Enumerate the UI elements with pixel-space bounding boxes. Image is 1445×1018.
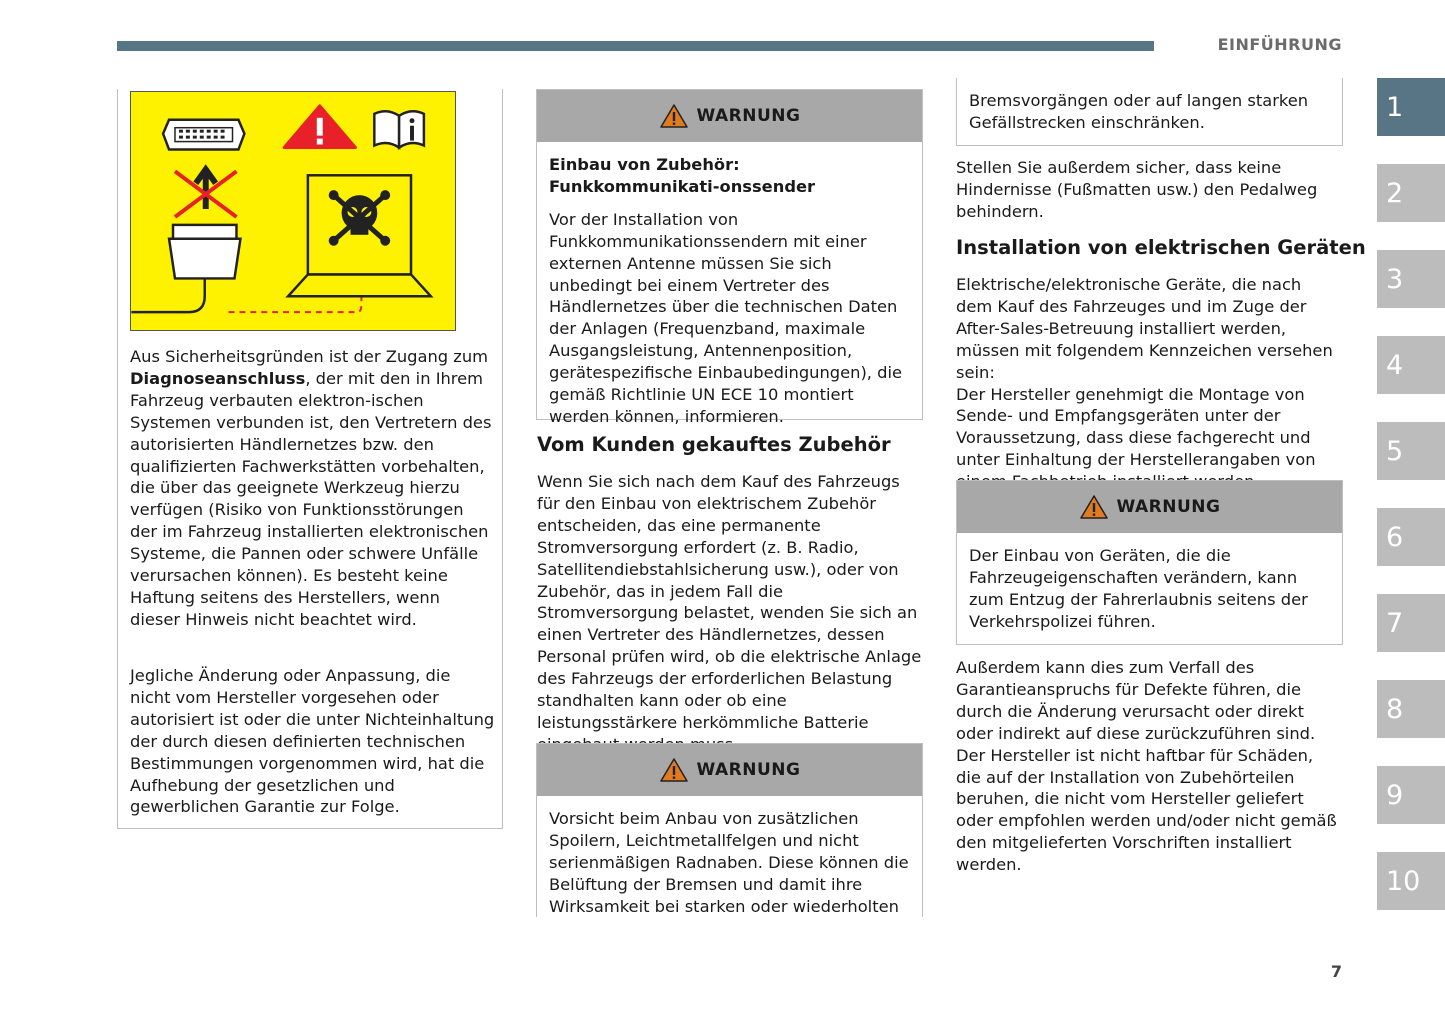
- heading-electrical-devices: Installation von elektrischen Geräten: [956, 236, 1366, 259]
- warranty-text: Außerdem kann dies zum Verfall des Garantieanspruchs für Defekte führen, die durch die Änderung verursacht oder direkt oder indirekt auf diese zurückzuführen sind. Der Hersteller ist nicht haftbar für Schäden, die auf der Installation von Zubehörteilen beruhen, die nicht vom Hersteller geliefert oder empfohlen werden und/oder nicht gemäß den mitgelieferten Vorschriften installiert werden.: [956, 658, 1337, 875]
- modification-paragraph: Jegliche Änderung oder Anpassung, die nicht vom Hersteller vorgesehen oder autorisiert ist oder die unter Nichteinhaltung der durch diesen definierten technischen Bestimmungen vorgenommen wird, hat die Aufhebung der gesetzlichen und gewerblichen Garantie zur Folge.: [130, 666, 495, 817]
- warning-header: WARNUNG: [537, 90, 922, 142]
- warning-text: Der Einbau von Geräten, die die Fahrzeugeigenschaften verändern, kann zum Entzug der Fahrerlaubnis seitens der Verkehrspolizei führen.: [969, 546, 1308, 631]
- diagnostic-warning-figure: [130, 91, 456, 331]
- warning-triangle-icon: [659, 757, 689, 783]
- warning-box-radio: [536, 89, 923, 426]
- warning-subtitle: Einbau von Zubehör: Funkkommunikati-onssender: [549, 155, 816, 196]
- diagnostic-paragraph: Aus Sicherheitsgründen ist der Zugang zum Diagnoseanschluss, der mit den in Ihrem Fahrzeug verbauten elektron-ischen Systemen verbunden ist, den Vertretern des autorisierten Händlernetzes bzw. den qualifizierten Fachwerkstätten vorbehalten, die über das geeignete Werkzeug hierzu verfügen (Risiko von Funktionsstörungen der im Fahrzeug installierten elektronischen Systeme, die Pannen oder schwere Unfälle verursachen können). Es besteht keine Haftung seitens des Herstellers, wenn dieser Hinweis nicht beachtet wird.: [130, 347, 492, 629]
- heading-customer-accessories: Vom Kunden gekauftes Zubehör: [537, 433, 891, 456]
- diagnostic-connector-icon: [163, 120, 244, 150]
- warning-header: WARNUNG: [537, 744, 922, 796]
- column-diagnostic: [117, 89, 503, 829]
- chapter-tab-4[interactable]: 4: [1377, 336, 1445, 394]
- chapter-tab-7[interactable]: 7: [1377, 594, 1445, 652]
- laptop-skull-icon: [288, 175, 431, 296]
- warning-triangle-icon: [659, 103, 689, 129]
- chapter-tab-8[interactable]: 8: [1377, 680, 1445, 738]
- page-number: 7: [1330, 962, 1342, 981]
- warning-header: WARNUNG: [957, 481, 1342, 533]
- manual-info-icon: [374, 111, 424, 147]
- chapter-tab-9[interactable]: 9: [1377, 766, 1445, 824]
- warning-box-devices: [956, 480, 1343, 645]
- section-title: EINFÜHRUNG: [1217, 35, 1342, 54]
- chapter-tab-2[interactable]: 2: [1377, 164, 1445, 222]
- warning-text: Vorsicht beim Anbau von zusätzlichen Spoilern, Leichtmetallfelgen und nicht serienmäßigen Radnaben. Diese können die Belüftung der Bremsen und damit ihre Wirksamkeit bei starken oder wiederholten: [549, 809, 909, 916]
- warning-triangle-icon: [1079, 494, 1109, 520]
- chapter-tabs: [1377, 78, 1445, 938]
- warning-box-continued: [956, 78, 1343, 146]
- chapter-tab-10[interactable]: 10: [1377, 852, 1445, 910]
- obstacles-text: Stellen Sie außerdem sicher, dass keine Hindernisse (Fußmatten usw.) den Pedalweg behindern.: [956, 158, 1318, 221]
- chapter-tab-3[interactable]: 3: [1377, 250, 1445, 308]
- electrical-devices-text: Elektrische/elektronische Geräte, die nach dem Kauf des Fahrzeuges und im Zuge der After-Sales-Betreuung installiert werden, müssen mit folgendem Kennzeichen versehen sein: Der Hersteller genehmigt die Montage von Sende- und Empfangsgeräten unter der Voraussetzung, dass diese fachgerecht und unter Einhaltung der Herstellerangaben von: [956, 275, 1333, 470]
- header-accent-bar: [117, 41, 1154, 51]
- warning-box-spoilers: [536, 743, 923, 917]
- chapter-tab-5[interactable]: 5: [1377, 422, 1445, 480]
- diagnostic-term: Diagnoseanschluss: [130, 368, 306, 388]
- warning-text: Vor der Installation von Funkkommunikationssendern mit einer externen Antenne müssen Sie sich unbedingt bei einem Vertreter des Händlernetzes über die technischen Daten der Anlagen (Frequenzband, maximale Ausgangsleistung, Antennenposition, gerätespezifische Einbaubedingungen), die gemäß Richtlinie UN ECE 10 montiert werden können, informieren.: [549, 209, 903, 426]
- warning-text: Bremsvorgängen oder auf langen starken Gefällstrecken einschränken.: [969, 91, 1309, 132]
- customer-accessories-text: Wenn Sie sich nach dem Kauf des Fahrzeugs für den Einbau von elektrischem Zubehör entscheiden, das eine permanente Stromversorgung erfordert (z. B. Radio, Satellitendiebstahlsicherung usw.), oder von Zubehör, das in jedem Fall die Stromversorgung belastet, wenden Sie sich an einen Vertreter des Händlernetzes, dessen Personal prüfen wird, ob die elektrische Anlage des Fahrzeugs der erforderlichen Belastung standhalten kann oder ob eine leistungsstärkere herkömmliche Batterie: [537, 472, 922, 732]
- chapter-tab-6[interactable]: 6: [1377, 508, 1445, 566]
- warning-triangle-icon: [284, 106, 355, 148]
- chapter-tab-1[interactable]: 1: [1377, 78, 1445, 136]
